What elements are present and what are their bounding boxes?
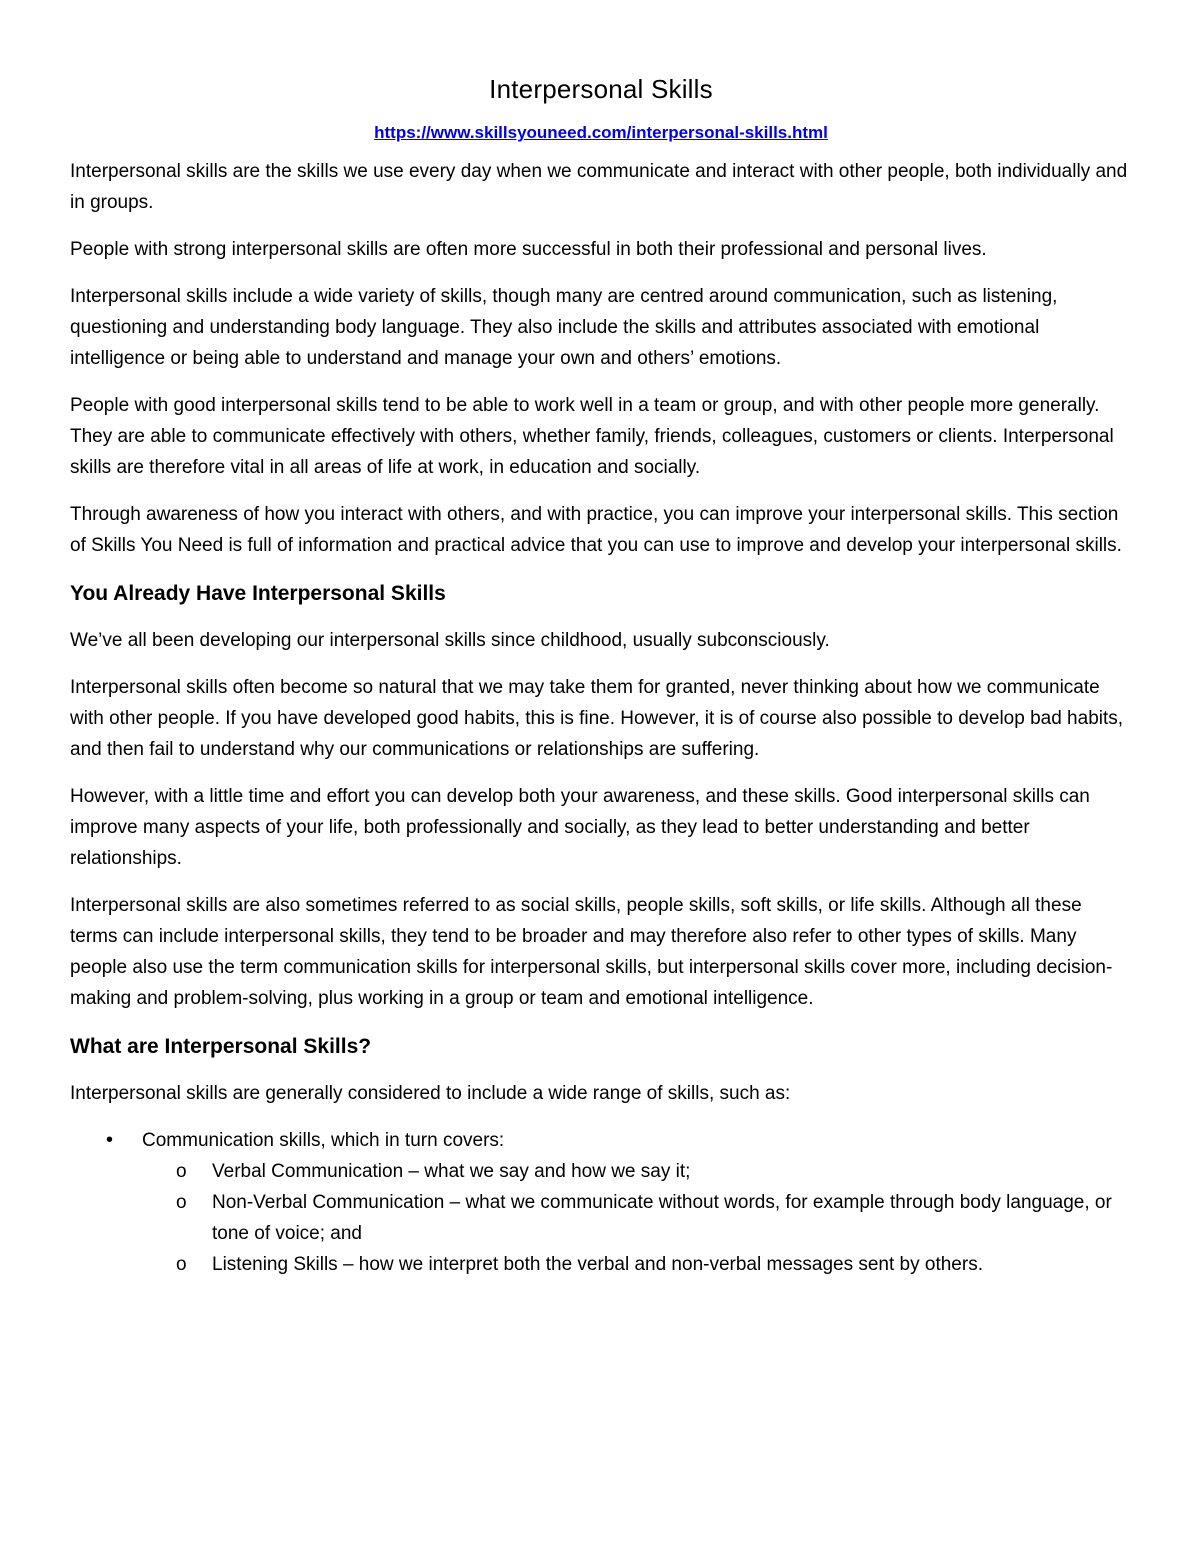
section-heading-what-are: What are Interpersonal Skills? [70,1035,372,1058]
section-heading-already-have: You Already Have Interpersonal Skills [70,582,446,605]
sub-list-item [176,1156,1132,1187]
circle-bullet-icon: o [176,1161,187,1182]
section1-paragraph-3: However, with a little time and effort you can develop both your awareness, and these skills. Good interpersonal skills can improve many aspects of your life, both professionally and socially, as they lead to better understanding and better relationships. [70,786,1090,869]
skills-list [70,1125,1132,1280]
circle-bullet-icon: o [176,1254,187,1275]
list-item [106,1125,1132,1280]
intro-paragraph-1: Interpersonal skills are the skills we use every day when we communicate and interact with other people, both individually and in groups. [70,161,1128,213]
intro-paragraph-4: People with good interpersonal skills tend to be able to work well in a team or group, and with other people more generally. They are able to communicate effectively with others, whether family, friends, colleagues, customers or clients. Interpersonal skills are therefore vital in all areas of life at work, in education and socially. [70,395,1114,478]
source-link[interactable]: https://www.skillsyouneed.com/interpersonal-skills.html [374,123,828,142]
section2-lead: Interpersonal skills are generally considered to include a wide range of skills, such as: [70,1083,791,1104]
page-title: Interpersonal Skills [489,74,713,104]
circle-bullet-icon: o [176,1192,187,1213]
list-item-label: Communication skills, which in turn covers: [142,1130,505,1151]
sub-list-item-label: Verbal Communication – what we say and how we say it; [212,1161,691,1182]
section1-paragraph-4: Interpersonal skills are also sometimes referred to as social skills, people skills, soft skills, or life skills. Although all these terms can include interpersonal skills, they tend to be broader and may therefore also refer to other types of skills. Many people also use the term communication skills for interpersonal skills, but interpersonal skills cover more, including decision-making and problem-solving, plus working in a group or team and emotional intelligence. [70,895,1113,1009]
section1-paragraph-2: Interpersonal skills often become so natural that we may take them for granted, never thinking about how we communicate with other people. If you have developed good habits, this is fine. However, it is of course also possible to develop bad habits, and then fail to understand why our communications or relationships are suffering. [70,677,1124,760]
sub-list-item-label: Non-Verbal Communication – what we communicate without words, for example through body language, or tone of voice; and [212,1192,1112,1244]
sub-list [142,1156,1132,1280]
intro-paragraph-5: Through awareness of how you interact with others, and with practice, you can improve your interpersonal skills. This section of Skills You Need is full of information and practical advice that you can use to improve and develop your interpersonal skills. [70,504,1122,556]
sub-list-item [176,1187,1132,1249]
section1-paragraph-1: We’ve all been developing our interpersonal skills since childhood, usually subconsciously. [70,630,830,651]
intro-paragraph-2: People with strong interpersonal skills are often more successful in both their professional and personal lives. [70,239,987,260]
bullet-icon: • [106,1129,114,1151]
sub-list-item-label: Listening Skills – how we interpret both the verbal and non-verbal messages sent by others. [212,1254,983,1275]
document-page [70,70,1132,1280]
sub-list-item [176,1249,1132,1280]
intro-paragraph-3: Interpersonal skills include a wide variety of skills, though many are centred around communication, such as listening, questioning and understanding body language. They also include the skills and attributes associated with emotional intelligence or being able to understand and manage your own and others’ emotions. [70,286,1058,369]
